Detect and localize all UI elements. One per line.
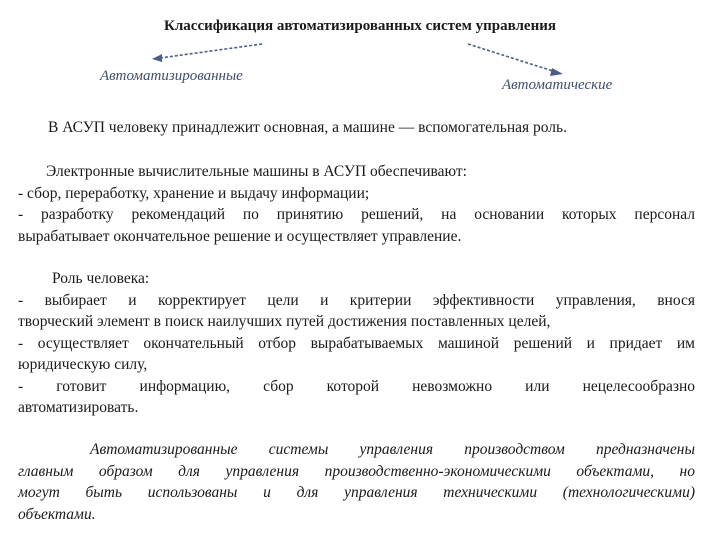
arrow-right <box>468 44 556 72</box>
arrow-left <box>160 44 262 58</box>
branch-automated: Автоматизированные <box>100 68 243 84</box>
computers-heading: Электронные вычислительные машины в АСУП обеспечивают: <box>46 163 467 180</box>
role-summary-text: В АСУП человеку принадлежит основная, а машине — вспомогательная роль. <box>48 119 567 136</box>
computers-item-2-line-1: - разработку рекомендаций по принятию решений, на основании которых персонал <box>18 206 695 223</box>
arrow-right-head <box>550 68 563 76</box>
human-role-item-2-line-1: - осуществляет окончательный отбор вырабатываемых машиной решений и придает им <box>18 334 695 352</box>
human-role-item-1-line-2: творческий элемент в поиск наилучших путей достижения поставленных целей, <box>18 313 551 330</box>
paragraph-human-role <box>18 268 695 419</box>
human-role-item-1-line-1: - выбирает и корректирует цели и критерии эффективности управления, внося <box>18 291 695 309</box>
conclusion-line-2: главным образом для управления производственно-экономическими объектами, но <box>18 462 695 480</box>
conclusion-line-4: объектами. <box>18 505 96 523</box>
human-role-item-3-line-1: - готовит информацию, сбор которой невозможно или нецелесообразно <box>18 377 695 395</box>
paragraph-computers <box>18 161 695 247</box>
paragraph-role-summary <box>48 117 708 139</box>
computers-item-2-line-2: вырабатывает окончательное решение и осуществляет управление. <box>18 227 462 245</box>
conclusion-line-1: Автоматизированные системы управления производством предназначены <box>90 441 695 458</box>
branch-automatic: Автоматические <box>502 77 613 93</box>
page-title: Классификация автоматизированных систем управления <box>164 18 556 34</box>
conclusion-line-3: могут быть использованы и для управления техническими (технологическими) <box>18 484 695 501</box>
human-role-item-3-line-2: автоматизировать. <box>18 399 139 416</box>
paragraph-conclusion <box>18 439 695 525</box>
human-role-item-2-line-2: юридическую силу, <box>18 356 148 373</box>
computers-item-1: - сбор, переработку, хранение и выдачу информации; <box>18 184 370 202</box>
arrow-left-head <box>152 54 162 62</box>
human-role-heading: Роль человека: <box>52 270 150 287</box>
